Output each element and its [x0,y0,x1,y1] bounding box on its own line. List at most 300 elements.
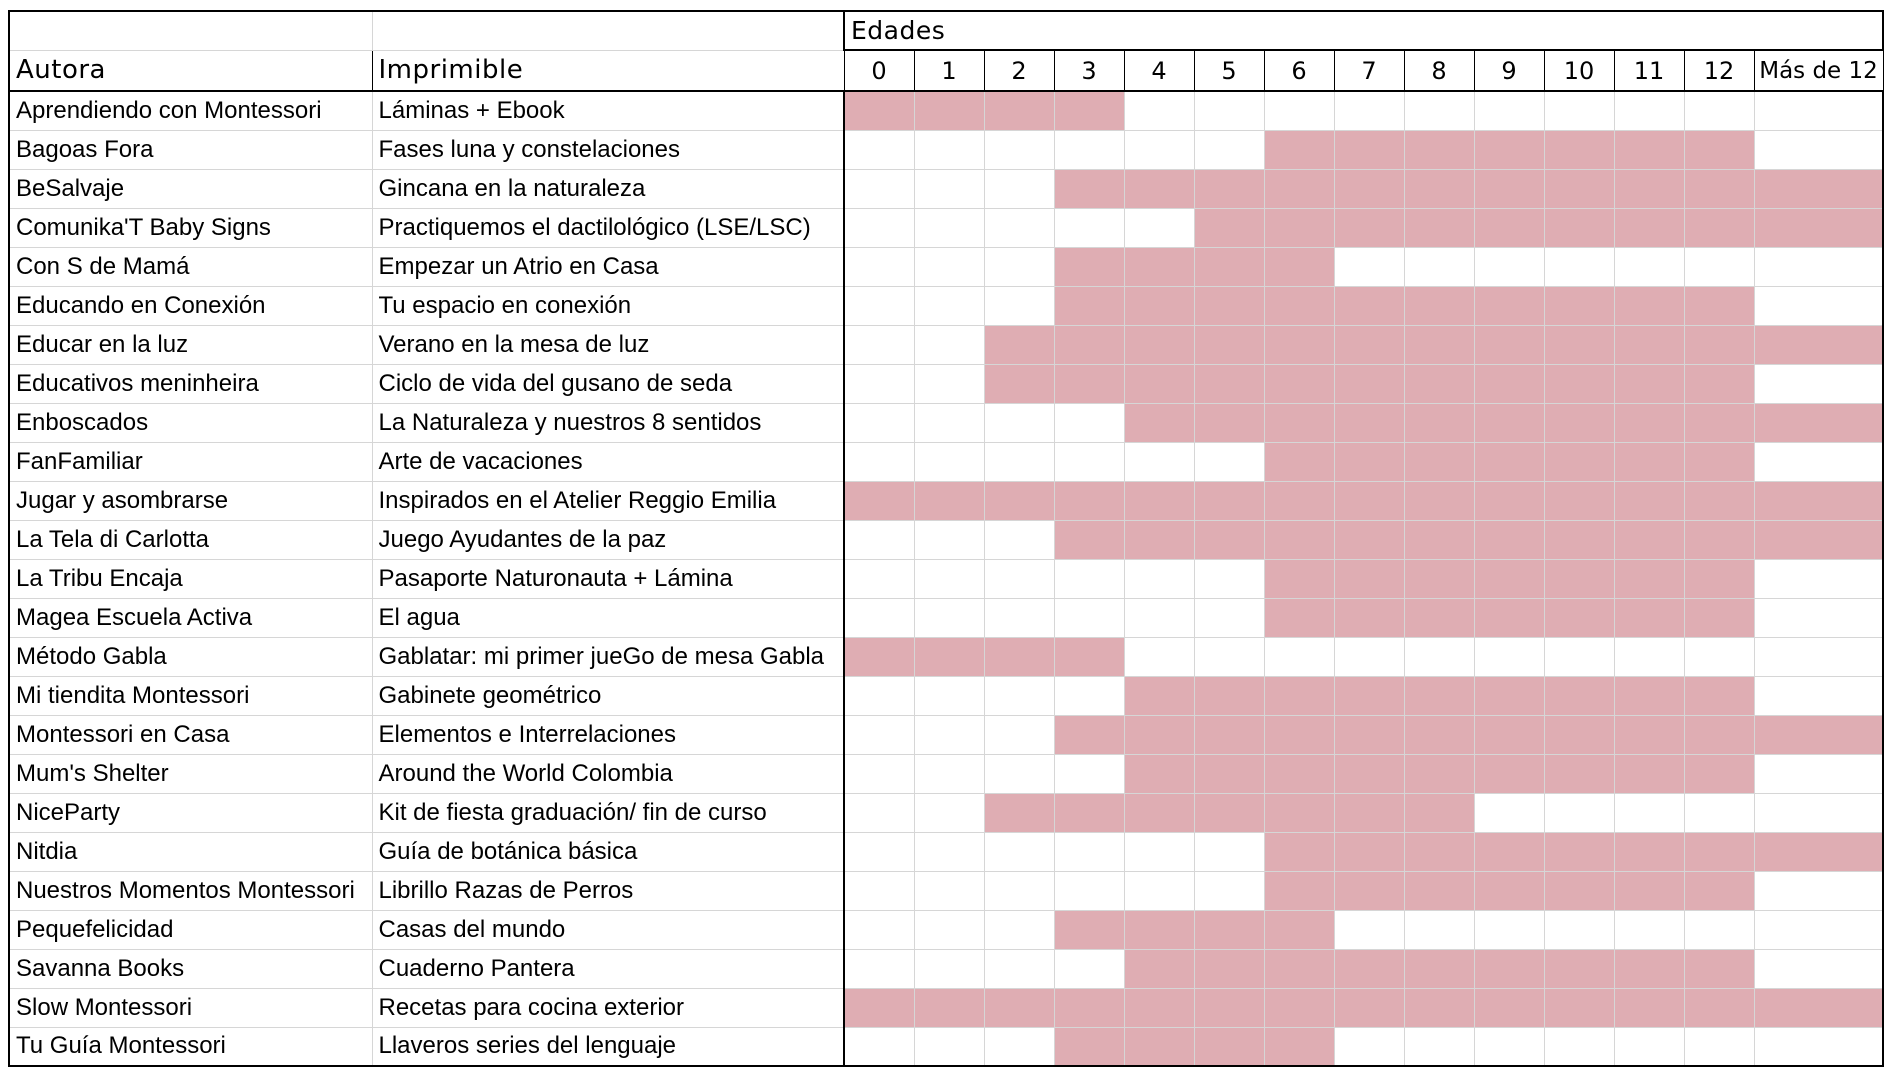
autora-cell[interactable]: Comunika'T Baby Signs [9,208,372,247]
age-cell-highlighted[interactable] [1404,988,1474,1027]
age-cell[interactable] [844,169,914,208]
age-cell[interactable] [1684,1027,1754,1066]
age-cell[interactable] [1124,91,1194,130]
age-cell-highlighted[interactable] [1614,676,1684,715]
age-cell[interactable] [914,754,984,793]
age-cell-highlighted[interactable] [1684,286,1754,325]
age-cell-highlighted[interactable] [1194,793,1264,832]
autora-cell[interactable]: Nitdia [9,832,372,871]
age-cell[interactable] [1124,442,1194,481]
age-cell-highlighted[interactable] [1264,364,1334,403]
age-cell-highlighted[interactable] [1054,637,1124,676]
age-cell-highlighted[interactable] [1684,481,1754,520]
autora-cell[interactable]: Con S de Mamá [9,247,372,286]
age-cell[interactable] [1264,91,1334,130]
age-cell[interactable] [1614,793,1684,832]
age-cell[interactable] [984,403,1054,442]
age-cell-highlighted[interactable] [1404,442,1474,481]
age-cell-highlighted[interactable] [984,793,1054,832]
age-cell[interactable] [1614,910,1684,949]
age-cell[interactable] [984,1027,1054,1066]
age-cell[interactable] [984,247,1054,286]
age-cell[interactable] [1124,559,1194,598]
age-cell[interactable] [1194,832,1264,871]
age-cell[interactable] [1124,208,1194,247]
age-cell[interactable] [914,520,984,559]
age-cell[interactable] [1054,130,1124,169]
age-cell-highlighted[interactable] [1334,949,1404,988]
age-cell[interactable] [984,442,1054,481]
age-cell[interactable] [1544,91,1614,130]
age-cell[interactable] [1054,676,1124,715]
age-cell-highlighted[interactable] [1754,520,1883,559]
age-cell-highlighted[interactable] [1614,208,1684,247]
age-cell[interactable] [914,910,984,949]
age-cell-highlighted[interactable] [1544,169,1614,208]
age-cell[interactable] [1754,949,1883,988]
age-cell[interactable] [1334,637,1404,676]
age-cell-highlighted[interactable] [1684,169,1754,208]
age-cell-highlighted[interactable] [1684,403,1754,442]
age-cell[interactable] [1544,637,1614,676]
age-cell[interactable] [1194,598,1264,637]
age-cell-highlighted[interactable] [984,988,1054,1027]
age-cell-highlighted[interactable] [1194,169,1264,208]
age-cell[interactable] [1544,910,1614,949]
imprimible-cell[interactable]: Kit de fiesta graduación/ fin de curso [372,793,844,832]
age-cell-highlighted[interactable] [1124,325,1194,364]
age-cell[interactable] [844,286,914,325]
age-cell-highlighted[interactable] [1334,988,1404,1027]
imprimible-cell[interactable]: Librillo Razas de Perros [372,871,844,910]
imprimible-cell[interactable]: Llaveros series del lenguaje [372,1027,844,1066]
age-cell-highlighted[interactable] [1544,208,1614,247]
age-cell[interactable] [984,598,1054,637]
age-cell[interactable] [844,754,914,793]
age-cell-highlighted[interactable] [1614,403,1684,442]
age-cell-highlighted[interactable] [1334,403,1404,442]
age-cell-highlighted[interactable] [1124,364,1194,403]
age-cell[interactable] [844,598,914,637]
age-cell[interactable] [1754,793,1883,832]
age-cell[interactable] [844,442,914,481]
age-cell[interactable] [1054,442,1124,481]
age-cell[interactable] [1754,637,1883,676]
age-cell[interactable] [1194,559,1264,598]
age-cell[interactable] [844,715,914,754]
age-cell-highlighted[interactable] [1334,364,1404,403]
age-cell-highlighted[interactable] [1264,559,1334,598]
age-cell-highlighted[interactable] [1544,754,1614,793]
age-cell-highlighted[interactable] [1614,364,1684,403]
age-cell-highlighted[interactable] [1474,754,1544,793]
age-cell-highlighted[interactable] [1544,286,1614,325]
age-cell[interactable] [844,832,914,871]
autora-cell[interactable]: Montessori en Casa [9,715,372,754]
age-cell-highlighted[interactable] [1124,949,1194,988]
age-cell-highlighted[interactable] [1684,208,1754,247]
age-cell[interactable] [1264,637,1334,676]
age-cell-highlighted[interactable] [1614,754,1684,793]
age-cell-highlighted[interactable] [984,91,1054,130]
age-cell-highlighted[interactable] [1054,286,1124,325]
age-cell-highlighted[interactable] [1124,286,1194,325]
age-cell-highlighted[interactable] [1474,715,1544,754]
age-cell-highlighted[interactable] [1474,325,1544,364]
age-cell-highlighted[interactable] [1404,949,1474,988]
age-cell-highlighted[interactable] [1544,988,1614,1027]
age-cell[interactable] [1474,1027,1544,1066]
age-cell-highlighted[interactable] [1404,403,1474,442]
age-cell-highlighted[interactable] [1054,520,1124,559]
age-cell-highlighted[interactable] [1544,871,1614,910]
age-cell[interactable] [1684,637,1754,676]
age-cell[interactable] [1124,130,1194,169]
age-cell[interactable] [1754,754,1883,793]
autora-cell[interactable]: Bagoas Fora [9,130,372,169]
age-cell[interactable] [1334,247,1404,286]
age-cell[interactable] [984,286,1054,325]
age-cell-highlighted[interactable] [1334,793,1404,832]
age-cell-highlighted[interactable] [1684,325,1754,364]
age-cell[interactable] [914,403,984,442]
age-cell-highlighted[interactable] [984,637,1054,676]
age-cell-highlighted[interactable] [1544,130,1614,169]
autora-cell[interactable]: Mum's Shelter [9,754,372,793]
imprimible-cell[interactable]: Around the World Colombia [372,754,844,793]
age-cell[interactable] [844,910,914,949]
age-cell-highlighted[interactable] [844,481,914,520]
age-cell-highlighted[interactable] [1194,910,1264,949]
age-cell[interactable] [1614,1027,1684,1066]
age-cell-highlighted[interactable] [1194,481,1264,520]
age-cell-highlighted[interactable] [1194,754,1264,793]
age-cell[interactable] [984,871,1054,910]
age-header-9[interactable]: 9 [1474,50,1544,91]
age-cell-highlighted[interactable] [1474,598,1544,637]
age-cell-highlighted[interactable] [1754,325,1883,364]
age-cell-highlighted[interactable] [1614,130,1684,169]
age-cell-highlighted[interactable] [1264,754,1334,793]
age-cell-highlighted[interactable] [1054,247,1124,286]
autora-cell[interactable]: Tu Guía Montessori [9,1027,372,1066]
age-cell-highlighted[interactable] [914,988,984,1027]
age-cell-highlighted[interactable] [1684,130,1754,169]
age-cell-highlighted[interactable] [1124,520,1194,559]
age-cell-highlighted[interactable] [914,637,984,676]
age-cell-highlighted[interactable] [1334,754,1404,793]
age-cell[interactable] [1124,598,1194,637]
age-cell-highlighted[interactable] [1404,676,1474,715]
age-cell-highlighted[interactable] [1614,325,1684,364]
age-cell-highlighted[interactable] [1334,169,1404,208]
age-cell-highlighted[interactable] [1474,442,1544,481]
age-cell[interactable] [1334,1027,1404,1066]
imprimible-cell[interactable]: Recetas para cocina exterior [372,988,844,1027]
age-cell[interactable] [1194,91,1264,130]
age-header-3[interactable]: 3 [1054,50,1124,91]
age-cell[interactable] [844,364,914,403]
age-cell[interactable] [914,598,984,637]
age-cell[interactable] [914,325,984,364]
age-cell-highlighted[interactable] [1264,871,1334,910]
age-header-6[interactable]: 6 [1264,50,1334,91]
age-cell-highlighted[interactable] [1264,208,1334,247]
age-cell[interactable] [1754,442,1883,481]
age-cell-highlighted[interactable] [1684,754,1754,793]
age-cell[interactable] [914,130,984,169]
age-cell-highlighted[interactable] [1684,442,1754,481]
imprimible-cell[interactable]: Arte de vacaciones [372,442,844,481]
age-cell-highlighted[interactable] [1194,1027,1264,1066]
age-cell-highlighted[interactable] [844,637,914,676]
age-cell-highlighted[interactable] [1544,520,1614,559]
age-header-10[interactable]: 10 [1544,50,1614,91]
age-cell-highlighted[interactable] [1334,520,1404,559]
age-cell-highlighted[interactable] [1194,676,1264,715]
age-cell[interactable] [1684,793,1754,832]
age-cell-highlighted[interactable] [1054,793,1124,832]
imprimible-cell[interactable]: Gabinete geométrico [372,676,844,715]
imprimible-cell[interactable]: Practiquemos el dactilológico (LSE/LSC) [372,208,844,247]
age-cell[interactable] [1194,442,1264,481]
imprimible-cell[interactable]: Guía de botánica básica [372,832,844,871]
imprimible-cell[interactable]: Gablatar: mi primer jueGo de mesa Gabla [372,637,844,676]
age-cell-highlighted[interactable] [1124,754,1194,793]
imprimible-cell[interactable]: Ciclo de vida del gusano de seda [372,364,844,403]
age-cell[interactable] [1754,247,1883,286]
age-cell-highlighted[interactable] [1334,871,1404,910]
autora-cell[interactable]: Pequefelicidad [9,910,372,949]
age-cell-highlighted[interactable] [1264,715,1334,754]
age-cell[interactable] [1124,832,1194,871]
age-cell-highlighted[interactable] [984,364,1054,403]
age-cell[interactable] [914,832,984,871]
age-cell[interactable] [984,910,1054,949]
age-cell[interactable] [1124,637,1194,676]
age-cell-highlighted[interactable] [1614,598,1684,637]
age-cell-highlighted[interactable] [1684,676,1754,715]
age-cell-highlighted[interactable] [914,481,984,520]
age-cell-highlighted[interactable] [1054,715,1124,754]
age-cell-highlighted[interactable] [1054,481,1124,520]
age-cell[interactable] [1194,637,1264,676]
age-cell[interactable] [1404,910,1474,949]
age-cell-highlighted[interactable] [1124,481,1194,520]
autora-header[interactable]: Autora [9,50,372,91]
age-cell[interactable] [844,130,914,169]
age-header-0[interactable]: 0 [844,50,914,91]
age-cell-highlighted[interactable] [1404,598,1474,637]
age-cell[interactable] [1054,832,1124,871]
age-cell[interactable] [844,325,914,364]
age-cell-highlighted[interactable] [1474,559,1544,598]
age-cell-highlighted[interactable] [1404,715,1474,754]
age-cell-highlighted[interactable] [1614,715,1684,754]
age-cell-highlighted[interactable] [1054,325,1124,364]
imprimible-cell[interactable]: Tu espacio en conexión [372,286,844,325]
imprimible-cell[interactable]: Empezar un Atrio en Casa [372,247,844,286]
age-cell-highlighted[interactable] [1194,247,1264,286]
age-cell[interactable] [984,715,1054,754]
autora-cell[interactable]: Método Gabla [9,637,372,676]
age-cell[interactable] [1544,1027,1614,1066]
age-cell-highlighted[interactable] [1124,910,1194,949]
age-cell-highlighted[interactable] [1544,364,1614,403]
age-cell-highlighted[interactable] [1264,325,1334,364]
age-cell-highlighted[interactable] [1334,832,1404,871]
imprimible-cell[interactable]: Gincana en la naturaleza [372,169,844,208]
age-cell-highlighted[interactable] [1264,676,1334,715]
age-cell-highlighted[interactable] [1474,208,1544,247]
age-cell-highlighted[interactable] [1334,208,1404,247]
age-cell-highlighted[interactable] [1194,208,1264,247]
age-cell[interactable] [984,754,1054,793]
age-cell-highlighted[interactable] [1334,286,1404,325]
age-cell[interactable] [1404,637,1474,676]
age-cell-highlighted[interactable] [1614,559,1684,598]
imprimible-header[interactable]: Imprimible [372,50,844,91]
age-cell-highlighted[interactable] [1054,1027,1124,1066]
age-cell-highlighted[interactable] [1614,481,1684,520]
age-cell-highlighted[interactable] [1404,130,1474,169]
age-cell[interactable] [1544,793,1614,832]
age-cell[interactable] [1124,871,1194,910]
imprimible-cell[interactable]: Juego Ayudantes de la paz [372,520,844,559]
age-cell[interactable] [1404,247,1474,286]
edades-header[interactable]: Edades [844,11,1883,50]
age-cell-highlighted[interactable] [1264,910,1334,949]
age-cell-highlighted[interactable] [1124,247,1194,286]
age-cell-highlighted[interactable] [1614,520,1684,559]
age-cell-highlighted[interactable] [1544,442,1614,481]
age-cell[interactable] [914,364,984,403]
age-cell-highlighted[interactable] [1334,598,1404,637]
autora-cell[interactable]: Slow Montessori [9,988,372,1027]
age-cell-highlighted[interactable] [1404,286,1474,325]
age-cell-highlighted[interactable] [1754,988,1883,1027]
age-cell-highlighted[interactable] [1614,988,1684,1027]
age-cell-highlighted[interactable] [1544,676,1614,715]
age-cell-highlighted[interactable] [1544,598,1614,637]
age-cell-highlighted[interactable] [1544,403,1614,442]
age-cell[interactable] [1194,130,1264,169]
autora-cell[interactable]: Aprendiendo con Montessori [9,91,372,130]
age-cell-highlighted[interactable] [1264,520,1334,559]
age-cell-highlighted[interactable] [1754,832,1883,871]
age-cell-highlighted[interactable] [1474,364,1544,403]
age-cell[interactable] [1684,247,1754,286]
age-cell-highlighted[interactable] [1334,559,1404,598]
age-cell-highlighted[interactable] [1614,949,1684,988]
age-cell[interactable] [1054,871,1124,910]
age-cell[interactable] [1614,247,1684,286]
age-cell[interactable] [1684,910,1754,949]
imprimible-cell[interactable]: Cuaderno Pantera [372,949,844,988]
age-cell-highlighted[interactable] [1404,520,1474,559]
age-cell-highlighted[interactable] [844,988,914,1027]
age-cell[interactable] [914,676,984,715]
age-cell-highlighted[interactable] [1194,325,1264,364]
age-cell-highlighted[interactable] [1334,481,1404,520]
autora-cell[interactable]: Nuestros Momentos Montessori [9,871,372,910]
age-cell-highlighted[interactable] [1264,988,1334,1027]
age-cell[interactable] [844,676,914,715]
age-cell[interactable] [1614,637,1684,676]
age-cell-highlighted[interactable] [1334,715,1404,754]
age-cell-highlighted[interactable] [1474,832,1544,871]
age-cell[interactable] [1054,949,1124,988]
age-cell[interactable] [1334,910,1404,949]
age-cell-highlighted[interactable] [1474,949,1544,988]
age-cell[interactable] [844,871,914,910]
age-cell-highlighted[interactable] [1054,910,1124,949]
age-cell-highlighted[interactable] [1404,169,1474,208]
age-cell-highlighted[interactable] [1544,949,1614,988]
age-cell-highlighted[interactable] [1124,403,1194,442]
age-cell-highlighted[interactable] [1124,715,1194,754]
autora-cell[interactable]: Savanna Books [9,949,372,988]
age-cell-highlighted[interactable] [1474,130,1544,169]
age-cell-highlighted[interactable] [1124,676,1194,715]
autora-cell[interactable]: La Tela di Carlotta [9,520,372,559]
age-cell-highlighted[interactable] [1404,481,1474,520]
age-cell-highlighted[interactable] [1474,520,1544,559]
age-cell-highlighted[interactable] [1264,832,1334,871]
age-cell-highlighted[interactable] [1194,715,1264,754]
age-cell-highlighted[interactable] [1194,520,1264,559]
age-cell-highlighted[interactable] [1474,988,1544,1027]
age-cell[interactable] [914,286,984,325]
age-cell[interactable] [914,247,984,286]
age-cell-highlighted[interactable] [1684,520,1754,559]
blank-cell[interactable] [372,11,844,50]
age-cell[interactable] [914,949,984,988]
age-cell-highlighted[interactable] [1474,286,1544,325]
age-cell-highlighted[interactable] [1264,481,1334,520]
imprimible-cell[interactable]: Inspirados en el Atelier Reggio Emilia [372,481,844,520]
age-cell[interactable] [1194,871,1264,910]
age-header-1[interactable]: 1 [914,50,984,91]
age-cell-highlighted[interactable] [1614,169,1684,208]
age-cell[interactable] [844,208,914,247]
age-cell-highlighted[interactable] [1684,364,1754,403]
autora-cell[interactable]: FanFamiliar [9,442,372,481]
age-cell-highlighted[interactable] [1544,481,1614,520]
age-cell-highlighted[interactable] [1404,754,1474,793]
age-cell[interactable] [1754,910,1883,949]
age-cell[interactable] [1754,130,1883,169]
age-cell-highlighted[interactable] [1614,871,1684,910]
age-cell-highlighted[interactable] [1264,403,1334,442]
age-cell[interactable] [1404,91,1474,130]
age-cell-highlighted[interactable] [984,325,1054,364]
age-cell[interactable] [1754,559,1883,598]
age-cell[interactable] [914,169,984,208]
age-header-8[interactable]: 8 [1404,50,1474,91]
age-cell-highlighted[interactable] [1404,559,1474,598]
age-cell-highlighted[interactable] [1054,988,1124,1027]
age-cell-highlighted[interactable] [1474,169,1544,208]
age-cell-highlighted[interactable] [1404,208,1474,247]
autora-cell[interactable]: Educando en Conexión [9,286,372,325]
age-cell-highlighted[interactable] [1404,325,1474,364]
age-cell-highlighted[interactable] [1684,988,1754,1027]
age-cell[interactable] [1474,637,1544,676]
age-cell[interactable] [1474,910,1544,949]
age-cell[interactable] [1474,91,1544,130]
age-cell[interactable] [1054,208,1124,247]
